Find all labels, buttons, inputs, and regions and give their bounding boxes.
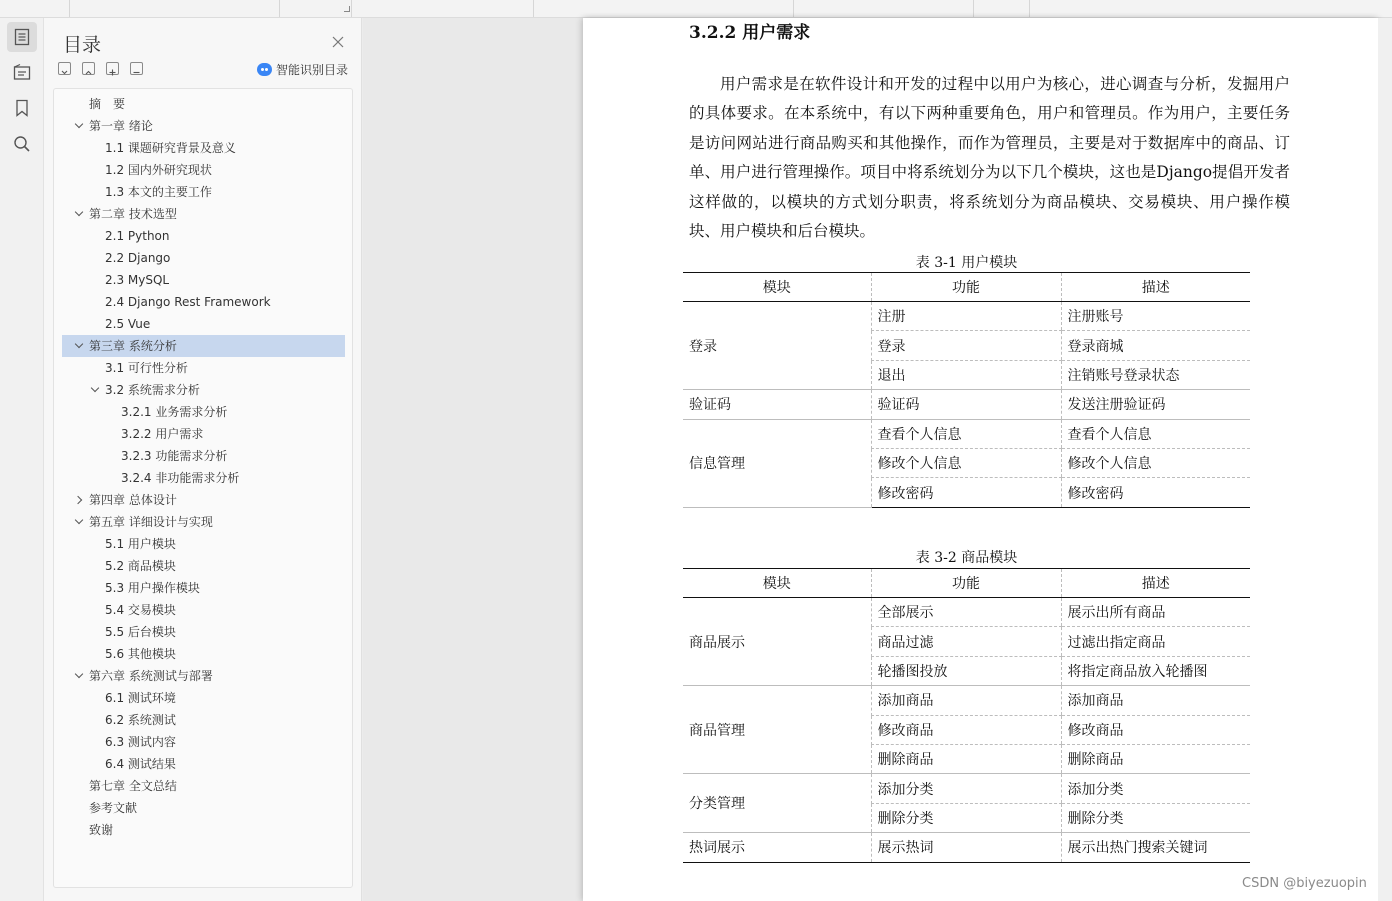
description-cell: 注册账号 (1061, 302, 1250, 331)
toc-item-label: 3.2.4 非功能需求分析 (121, 471, 240, 485)
toc-item[interactable] (62, 731, 345, 753)
toc-item[interactable] (62, 753, 345, 775)
smart-toc-button[interactable] (257, 61, 348, 77)
toc-item[interactable] (62, 643, 345, 665)
toc-item[interactable] (62, 709, 345, 731)
navigation-rail (0, 18, 44, 901)
close-icon[interactable] (331, 34, 345, 48)
toolbar-segment[interactable] (0, 0, 70, 17)
module-cell: 分类管理 (683, 774, 871, 833)
ai-robot-icon (257, 63, 272, 76)
toc-item-label: 6.4 测试结果 (105, 757, 176, 771)
toc-item-label: 5.3 用户操作模块 (105, 581, 200, 595)
description-cell: 查看个人信息 (1061, 419, 1250, 448)
toc-item[interactable] (62, 269, 345, 291)
toc-item[interactable] (62, 467, 345, 489)
toc-item-label: 3.2.1 业务需求分析 (121, 405, 228, 419)
description-cell: 将指定商品放入轮播图 (1061, 656, 1250, 685)
toc-item[interactable] (62, 599, 345, 621)
toc-panel (44, 18, 362, 901)
toc-item-label: 1.2 国内外研究现状 (105, 163, 212, 177)
module-cell: 热词展示 (683, 833, 871, 862)
vertical-scrollbar[interactable] (1378, 18, 1392, 901)
toc-item-label: 6.2 系统测试 (105, 713, 176, 727)
table-header-cell: 功能 (871, 569, 1061, 598)
function-cell: 全部展示 (871, 598, 1061, 627)
table-row (683, 390, 1250, 419)
toc-item[interactable] (62, 247, 345, 269)
toc-item[interactable] (62, 555, 345, 577)
toc-item-label: 1.3 本文的主要工作 (105, 185, 212, 199)
description-cell: 过滤出指定商品 (1061, 627, 1250, 656)
module-cell: 商品管理 (683, 686, 871, 774)
table-row (683, 774, 1250, 803)
function-cell: 展示热词 (871, 833, 1061, 862)
function-cell: 退出 (871, 360, 1061, 389)
toc-item[interactable] (62, 379, 345, 401)
table-row (683, 686, 1250, 715)
dropdown-caret-icon[interactable] (344, 6, 350, 12)
module-cell: 商品展示 (683, 598, 871, 686)
toc-icon[interactable] (7, 22, 37, 52)
toc-item-label: 6.1 测试环境 (105, 691, 176, 705)
toc-item-label: 3.1 可行性分析 (105, 361, 188, 375)
function-cell: 修改个人信息 (871, 448, 1061, 477)
toc-item[interactable] (62, 665, 345, 687)
toc-item-label: 第五章 详细设计与实现 (89, 515, 213, 529)
table-header-cell: 描述 (1061, 273, 1250, 302)
toc-item-label: 摘 要 (89, 97, 126, 111)
chevron-down-icon[interactable] (90, 379, 102, 401)
toc-item[interactable] (62, 203, 345, 225)
toc-item[interactable] (62, 225, 345, 247)
toc-item[interactable] (62, 621, 345, 643)
smart-toc-label: 智能识别目录 (276, 62, 349, 77)
description-cell: 修改个人信息 (1061, 448, 1250, 477)
table-row (683, 419, 1250, 448)
toc-item-label: 3.2.2 用户需求 (121, 427, 204, 441)
toc-item-label: 2.5 Vue (105, 317, 151, 331)
toc-item-label: 第七章 全文总结 (89, 779, 177, 793)
bookmark-icon[interactable] (7, 93, 37, 123)
toc-item-label: 1.1 课题研究背景及意义 (105, 141, 236, 155)
table-row (683, 833, 1250, 862)
search-icon[interactable] (7, 129, 37, 159)
toc-item[interactable] (62, 357, 345, 379)
toc-item[interactable] (62, 819, 345, 841)
top-toolbar (0, 0, 1392, 18)
function-cell: 注册 (871, 302, 1061, 331)
panel-title: 目录 (63, 34, 102, 56)
description-cell: 展示出热门搜索关键词 (1061, 833, 1250, 862)
toc-item-label: 2.4 Django Rest Framework (105, 295, 271, 309)
toc-item[interactable] (62, 291, 345, 313)
table-header-cell: 功能 (871, 273, 1061, 302)
function-cell: 添加分类 (871, 774, 1061, 803)
toc-item-label: 2.2 Django (105, 251, 171, 265)
description-cell: 发送注册验证码 (1061, 390, 1250, 419)
toc-list (53, 88, 353, 888)
toc-item[interactable] (62, 181, 345, 203)
description-cell: 登录商城 (1061, 331, 1250, 360)
toc-item[interactable] (62, 797, 345, 819)
toolbar-segment[interactable] (534, 0, 794, 17)
toc-item[interactable] (62, 93, 345, 115)
toc-item[interactable] (62, 775, 345, 797)
description-cell: 删除商品 (1061, 744, 1250, 773)
toc-item[interactable] (62, 445, 345, 467)
toc-item-label: 2.3 MySQL (105, 273, 170, 287)
toc-item-label: 第一章 绪论 (89, 119, 153, 133)
function-cell: 轮播图投放 (871, 656, 1061, 685)
toc-item-label: 6.3 测试内容 (105, 735, 176, 749)
outline-icon[interactable] (7, 57, 37, 87)
toolbar-segment[interactable] (974, 0, 1030, 17)
body-paragraph: 用户需求是在软件设计和开发的过程中以用户为核心，进心调查与分析，发掘用户的具体要求。在本系统中，有以下两种重要角色，用户和管理员。作为用户，主要任务是访问网站进行商品购买和其他操作，而作为管理员，主要是对于数据库中的商品、订单、用户进行管理操作。项目中将系统划分为以下几个模块，这也是Django提倡开发者这样做的，以模块的方式划分职责，将系统划分为商品模块、交易模块、用户操作模块、用户模块和后台模块。 (689, 75, 1290, 241)
table-row (683, 302, 1250, 331)
toc-item[interactable] (62, 115, 345, 137)
toc-item-label: 第二章 技术选型 (89, 207, 177, 221)
function-cell: 登录 (871, 331, 1061, 360)
toc-item[interactable] (62, 577, 345, 599)
toc-item[interactable] (62, 489, 345, 511)
product-module-table (683, 568, 1250, 863)
description-cell: 展示出所有商品 (1061, 598, 1250, 627)
chevron-down-icon[interactable] (74, 665, 86, 687)
expand-up-icon[interactable] (82, 62, 95, 75)
description-cell: 修改商品 (1061, 715, 1250, 744)
function-cell: 添加商品 (871, 686, 1061, 715)
module-cell: 登录 (683, 302, 871, 390)
toolbar-segment[interactable] (352, 0, 534, 17)
toc-item-label: 第四章 总体设计 (89, 493, 177, 507)
function-cell: 修改商品 (871, 715, 1061, 744)
toc-item[interactable] (62, 511, 345, 533)
description-cell: 删除分类 (1061, 803, 1250, 832)
toc-item-label: 3.2.3 功能需求分析 (121, 449, 228, 463)
toc-item-label: 5.5 后台模块 (105, 625, 176, 639)
function-cell: 查看个人信息 (871, 419, 1061, 448)
toolbar-segment[interactable] (280, 0, 352, 17)
table-header-cell: 模块 (683, 273, 871, 302)
toc-item[interactable] (62, 533, 345, 555)
chevron-right-icon[interactable] (74, 489, 86, 511)
toolbar-segment[interactable] (70, 0, 280, 17)
table-row (683, 598, 1250, 627)
toc-item[interactable] (62, 137, 345, 159)
description-cell: 注销账号登录状态 (1061, 360, 1250, 389)
chevron-down-icon[interactable] (74, 115, 86, 137)
description-cell: 添加分类 (1061, 774, 1250, 803)
toc-item[interactable] (62, 335, 345, 357)
chevron-down-icon[interactable] (74, 335, 86, 357)
toc-item-label: 5.6 其他模块 (105, 647, 176, 661)
toolbar-segment[interactable] (794, 0, 974, 17)
remove-item-icon[interactable] (130, 62, 143, 75)
toc-item[interactable] (62, 423, 345, 445)
toc-item-label: 3.2 系统需求分析 (105, 383, 200, 397)
function-cell: 删除商品 (871, 744, 1061, 773)
table-caption: 表 3-2 商品模块 (915, 550, 1018, 566)
module-cell: 信息管理 (683, 419, 871, 507)
function-cell: 修改密码 (871, 478, 1061, 507)
description-cell: 添加商品 (1061, 686, 1250, 715)
toc-item-label: 第三章 系统分析 (89, 339, 177, 353)
toc-item-label: 致谢 (89, 823, 114, 837)
user-module-table (683, 272, 1250, 508)
chevron-down-icon[interactable] (74, 203, 86, 225)
toc-item-label: 参考文献 (89, 801, 138, 815)
toc-item[interactable] (62, 159, 345, 181)
toc-item-label: 第六章 系统测试与部署 (89, 669, 213, 683)
table-caption: 表 3-1 用户模块 (915, 255, 1018, 271)
toc-item[interactable] (62, 313, 345, 335)
function-cell: 商品过滤 (871, 627, 1061, 656)
toc-item-label: 5.1 用户模块 (105, 537, 176, 551)
function-cell: 删除分类 (871, 803, 1061, 832)
table-header-cell: 模块 (683, 569, 871, 598)
toc-item-label: 2.1 Python (105, 229, 170, 243)
watermark: CSDN @biyezuopin (1242, 876, 1367, 891)
add-item-icon[interactable] (106, 62, 119, 75)
module-cell: 验证码 (683, 390, 871, 419)
section-heading: 3.2.2 用户需求 (689, 23, 811, 43)
function-cell: 验证码 (871, 390, 1061, 419)
toc-item-label: 5.4 交易模块 (105, 603, 176, 617)
collapse-all-icon[interactable] (58, 62, 71, 75)
description-cell: 修改密码 (1061, 478, 1250, 507)
toc-item[interactable] (62, 401, 345, 423)
toc-item-label: 5.2 商品模块 (105, 559, 176, 573)
table-header-cell: 描述 (1061, 569, 1250, 598)
toc-item[interactable] (62, 687, 345, 709)
chevron-down-icon[interactable] (74, 511, 86, 533)
